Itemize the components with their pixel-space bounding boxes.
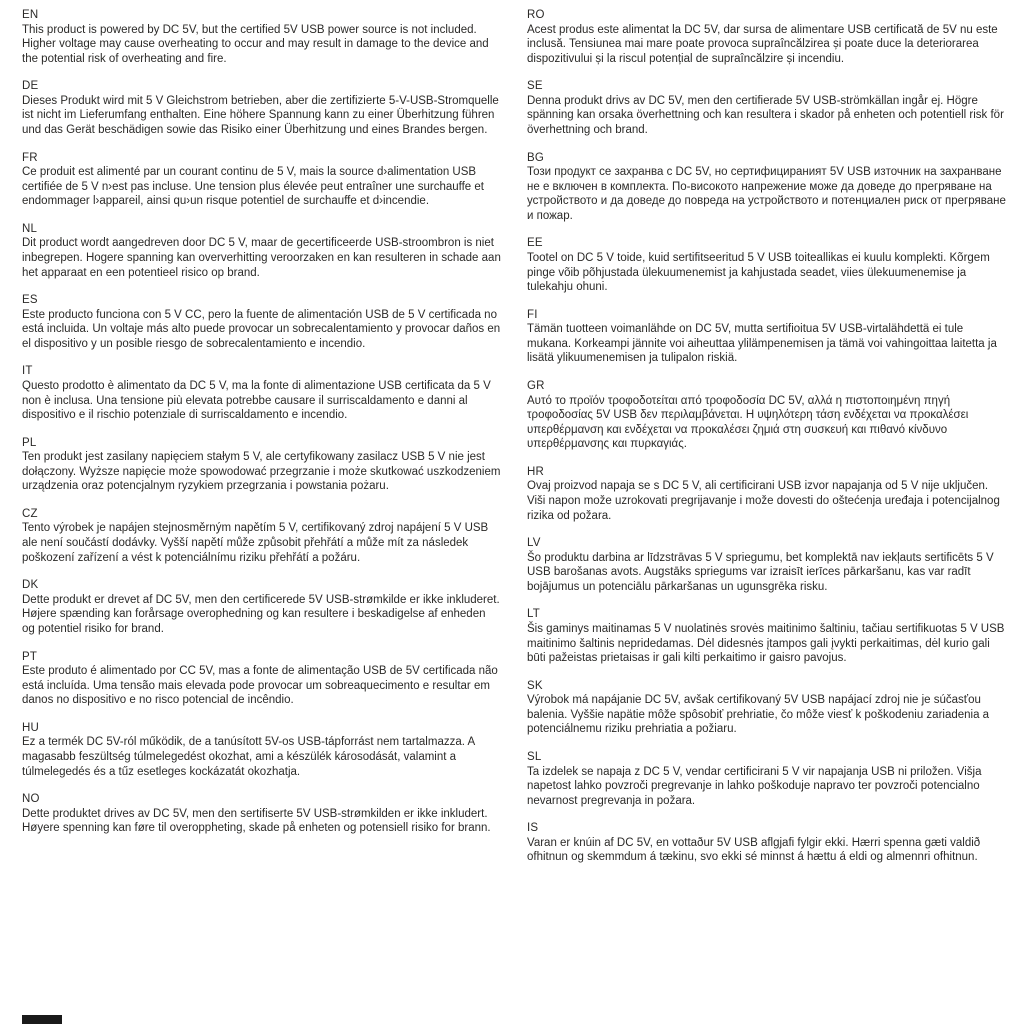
language-text: Αυτό το προϊόν τροφοδοτείται από τροφοδοσία DC 5V, αλλά η πιστοποιημένη πηγή τροφοδοσίας 5V USB δεν περιλαμβάνεται. Η υψηλότερη τάση ενδέχεται να προκαλέσει υπερθέρμανση και ενδέχεται να προκαλέσει ζημιά στη συσκευή και πιθανό κίνδυνο υπερθέρμανσης και πυρκαγιάς.: [527, 394, 969, 451]
language-section: [527, 151, 1006, 224]
language-code: FR: [22, 151, 38, 164]
language-text: Ta izdelek se napaja z DC 5 V, vendar certificirani 5 V vir napajanja USB ni priložen. Višja napetost lahko povzroči pregrevanje in lahko poškoduje napravo ter povzroči potencialno nevarnost pregrevanja in požara.: [527, 765, 982, 807]
language-code: FI: [527, 308, 538, 321]
language-section: [22, 650, 501, 708]
language-code: DE: [22, 80, 39, 93]
language-section: [22, 293, 501, 351]
language-section: [22, 721, 501, 779]
language-section: [527, 236, 1006, 294]
language-text: Šo produktu darbina ar līdzstrāvas 5 V spriegumu, bet komplektā nav iekļauts sertificēts 5 V USB barošanas avots. Augstāks spriegums var izraisīt ierīces pārkaršanu, kas var radīt bojājumus un potenciālu pārkaršanas un ugunsgrēka risku.: [527, 551, 994, 593]
language-text: Acest produs este alimentat la DC 5V, dar sursa de alimentare USB certificată de 5V nu este inclusă. Tensiunea mai mare poate provoca supraîncălzirea și poate duce la deteriorarea dispozitivului și la riscul potențial de supraîncălzire și incendiu.: [527, 23, 998, 65]
language-text: Ovaj proizvod napaja se s DC 5 V, ali certificirani USB izvor napajanja od 5 V nije uključen. Viši napon može uzrokovati pregrijavanje i može dovesti do oštećenja uređaja i potencijalnog rizika od požara.: [527, 480, 1000, 522]
language-section: [527, 679, 1006, 737]
language-section: [22, 79, 501, 137]
language-text: This product is powered by DC 5V, but the certified 5V USB power source is not included. Higher voltage may cause overheating to occur and may result in damage to the device and the potential risk of overheating and fire.: [22, 23, 489, 65]
language-section: [22, 151, 501, 209]
language-text: Ten produkt jest zasilany napięciem stałym 5 V, ale certyfikowany zasilacz USB 5 V nie jest dołączony. Wyższe napięcie może spowodować przegrzanie i może skutkować uszkodzeniem urządzenia oraz potencjalnym ryzykiem przegrzania i powstania pożaru.: [22, 451, 501, 493]
language-code: PL: [22, 436, 37, 449]
language-code: EN: [22, 9, 39, 21]
language-section: [527, 308, 1006, 366]
language-code: LV: [527, 537, 541, 550]
language-code: HR: [527, 465, 545, 478]
language-code: CZ: [22, 507, 38, 520]
language-code: ES: [22, 294, 38, 307]
language-text: Questo prodotto è alimentato da DC 5 V, ma la fonte di alimentazione USB certificata da 5 V non è inclusa. Una tensione più elevata potrebbe causare il surriscaldamento e danni al dispositivo e il rischio potenziale di surriscaldamento e incendio.: [22, 379, 491, 422]
language-code: IS: [527, 822, 539, 835]
language-code: BG: [527, 151, 545, 164]
language-code: DK: [22, 579, 39, 592]
language-text: Tämän tuotteen voimanlähde on DC 5V, mutta sertifioitua 5V USB-virtalähdettä ei tule mukana. Korkeampi jännite voi aiheuttaa ylilämpenemisen ja tämä voi vahingoittaa laitetta ja lisätä ylikuumenemisen ja tulipalon riskiä.: [527, 323, 997, 365]
language-text: Varan er knúin af DC 5V, en vottaður 5V USB aflgjafi fylgir ekki. Hærri spenna gæti valdið ofhitnun og skemmdum á tækinu, svo ekki sé minnst á hættu á eldi og almennri ofhitnun.: [527, 836, 981, 864]
language-text: Denna produkt drivs av DC 5V, men den certifierade 5V USB-strömkällan ingår ej. Högre spänning kan orsaka överhettning och kan resultera i skador på enheten och potentiell risk för överhettning och brand.: [527, 94, 1004, 136]
language-code: EE: [527, 237, 543, 250]
right-column: [527, 8, 1006, 878]
language-text: Dit product wordt aangedreven door DC 5 V, maar de gecertificeerde USB-stroombron is niet inbegrepen. Hogere spanning kan oververhitting veroorzaken en kan resulteren in schade aan het apparaat en een potentieel risico op brand.: [22, 237, 501, 279]
language-code: SE: [527, 80, 543, 93]
language-section: [22, 792, 501, 836]
language-section: [22, 364, 501, 422]
language-text: Este produto é alimentado por CC 5V, mas a fonte de alimentação USB de 5V certificada não está incluída. Uma tensão mais elevada pode provocar um sobreaquecimento e resultar em danos no dispositivo e no risco potencial de incêndio.: [22, 665, 498, 707]
language-text: Dette produktet drives av DC 5V, men den sertifiserte 5V USB-strømkilden er ikke inkludert. Høyere spenning kan føre til overoppheting, skade på enheten og potensiell risiko for brann.: [22, 807, 491, 835]
language-code: IT: [22, 365, 33, 378]
language-text: Dieses Produkt wird mit 5 V Gleichstrom betrieben, aber die zertifizierte 5-V-USB-Stromquelle ist nicht im Lieferumfang enthalten. Eine höhere Spannung kann zu einer Überhitzung führen und das Gerät beschädigen sowie das Risiko einer Überhitzung und eines Brandes bergen.: [22, 94, 499, 136]
language-text: Šis gaminys maitinamas 5 V nuolatinės srovės maitinimo šaltiniu, tačiau sertifikuotas 5 V USB maitinimo šaltinis nepridedamas. Dėl didesnės įtampos gali įvykti perkaitimas, dėl kurio gali būti pažeistas prietaisas ir gali kilti perkaitimo ir gaisro pavojus.: [527, 622, 1005, 665]
language-section: [22, 436, 501, 494]
language-code: NO: [22, 793, 40, 806]
language-code: SK: [527, 679, 543, 692]
language-text: Ce produit est alimenté par un courant continu de 5 V, mais la source d›alimentation USB certifiée de 5 V n›est pas incluse. Une tension plus élevée peut entraîner une surchauffe et endommager l›appareil, ainsi qu›un risque potentiel de surchauffe et d›incendie.: [22, 166, 484, 208]
language-section: [527, 465, 1006, 523]
language-code: RO: [527, 9, 545, 21]
language-section: [527, 821, 1006, 865]
language-section: [22, 578, 501, 636]
language-code: HU: [22, 721, 40, 734]
language-section: [22, 222, 501, 280]
language-section: [527, 8, 1006, 66]
language-code: LT: [527, 608, 540, 621]
language-code: PT: [22, 650, 38, 663]
left-column: [22, 8, 501, 849]
language-section: [527, 79, 1006, 137]
language-section: [22, 507, 501, 565]
language-text: Този продукт се захранва с DC 5V, но сертифицираният 5V USB източник на захранване не е включен в комплекта. По-високото напрежение може да доведе до прегряване на устройството и да доведе до повреда на устройството и потенциален риск от прегряване и пожар.: [527, 166, 1006, 222]
language-section: [527, 607, 1006, 665]
language-text: Dette produkt er drevet af DC 5V, men den certificerede 5V USB-strømkilde er ikke inkluderet. Højere spænding kan forårsage overophedning og kan resultere i beskadigelse af enheden og potentiel risiko for brand.: [22, 593, 500, 635]
page-corner-mark: [22, 1015, 62, 1024]
language-section: [22, 8, 501, 66]
language-text: Tootel on DC 5 V toide, kuid sertifitseeritud 5 V USB toiteallikas ei kuulu komplekti. Kõrgem pinge võib põhjustada ülekuumenemist ja kahjustada seadet, viies ülekuumenemise ja tulekahju ohuni.: [527, 251, 990, 294]
language-section: [527, 750, 1006, 808]
language-section: [527, 536, 1006, 594]
language-text: Tento výrobek je napájen stejnosměrným napětím 5 V, certifikovaný zdroj napájení 5 V USB ale není součástí dodávky. Vyšší napětí může způsobit přehřátí a může mít za následek poškození zařízení a vést k potenciálnímu riziku přehřátí a požáru.: [22, 522, 489, 564]
language-code: GR: [527, 380, 545, 392]
language-text: Este producto funciona con 5 V CC, pero la fuente de alimentación USB de 5 V certificada no está incluida. Un voltaje más alto puede provocar un sobrecalentamiento y provocar daños en el dispositivo y un posible riesgo de sobrecalentamiento e incendio.: [22, 308, 501, 350]
language-text: Výrobok má napájanie DC 5V, avšak certifikovaný 5V USB napájací zdroj nie je súčasťou balenia. Vyššie napätie môže spôsobiť prehriatie, čo môže viesť k poškodeniu zariadenia a potenciálnemu riziku prehriatia a požiaru.: [527, 694, 990, 736]
language-section: [527, 379, 1006, 452]
language-code: NL: [22, 222, 38, 235]
language-code: SL: [527, 751, 542, 763]
language-text: Ez a termék DC 5V-ról működik, de a tanúsított 5V-os USB-tápforrást nem tartalmazza. A magasabb feszültség túlmelegedést okozhat, ami a készülék károsodását, valamint a túlmelegedés és a tűz esetleges kockázatát okozhatja.: [22, 736, 475, 778]
